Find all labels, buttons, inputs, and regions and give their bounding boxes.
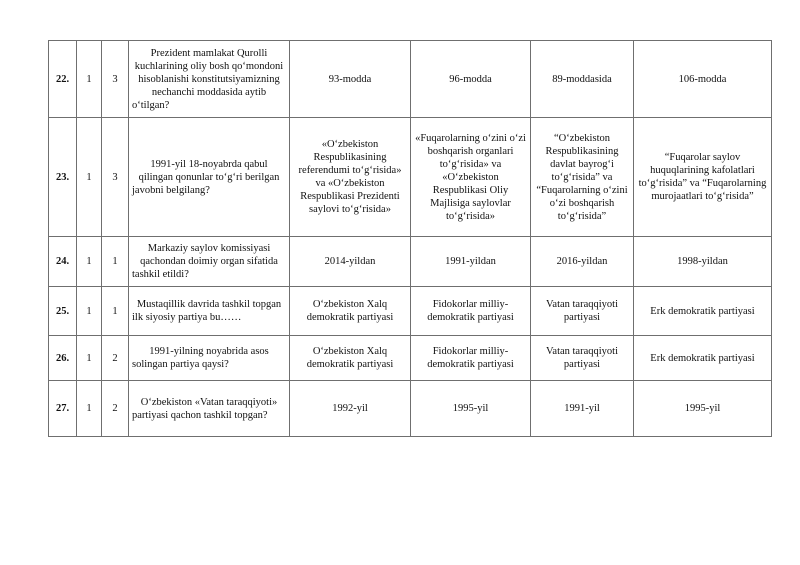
column-a-value: 1 — [77, 41, 102, 118]
table-row — [49, 336, 772, 381]
answer-option-1: 93-modda — [290, 41, 411, 118]
column-b-value: 2 — [102, 336, 129, 381]
answer-option-1: 2014-yildan — [290, 237, 411, 287]
column-b-value: 3 — [102, 41, 129, 118]
column-b-value: 1 — [102, 237, 129, 287]
column-a-value: 1 — [77, 118, 102, 237]
column-a-value: 1 — [77, 237, 102, 287]
answer-option-2: 96-modda — [411, 41, 531, 118]
column-a-value: 1 — [77, 381, 102, 437]
column-b-value: 2 — [102, 381, 129, 437]
question-text: 1991-yil 18-noyabrda qabul qilingan qonunlar to‘g‘ri berilgan javobni belgilang? — [129, 118, 290, 237]
answer-option-4: “Fuqarolar saylov huquqlarining kafolatlari to‘g‘risida” va “Fuqarolarning murojaatlari to‘g‘risida” — [634, 118, 772, 237]
answer-option-4: Erk demokratik partiyasi — [634, 287, 772, 336]
column-b-value: 1 — [102, 287, 129, 336]
answer-option-1: 1992-yil — [290, 381, 411, 437]
answer-option-4: 1995-yil — [634, 381, 772, 437]
answer-option-3: Vatan taraqqiyoti partiyasi — [531, 287, 634, 336]
answer-option-4: Erk demokratik partiyasi — [634, 336, 772, 381]
question-number: 22. — [49, 41, 77, 118]
answer-option-4: 1998-yildan — [634, 237, 772, 287]
question-number: 24. — [49, 237, 77, 287]
question-text: O‘zbekiston «Vatan taraqqiyoti» partiyasi qachon tashkil topgan? — [129, 381, 290, 437]
answer-option-3: 89-moddasida — [531, 41, 634, 118]
question-text: Prezident mamlakat Qurolli kuchlarining oliy bosh qo‘mondoni hisoblanishi konstitutsiyamizning nechanchi moddasida aytib o‘tilgan? — [129, 41, 290, 118]
answer-option-3: “O‘zbekiston Respublikasining davlat bayrog‘i to‘g‘risida” va “Fuqarolarning o‘zini o‘zi boshqarish to‘g‘risida” — [531, 118, 634, 237]
answer-option-3: 2016-yildan — [531, 237, 634, 287]
answer-option-1: «O‘zbekiston Respublikasining referendumi to‘g‘risida» va «O‘zbekiston Respublikasi Prezidenti saylovi to‘g‘risida» — [290, 118, 411, 237]
table-row — [49, 381, 772, 437]
answer-option-3: 1991-yil — [531, 381, 634, 437]
answer-option-2: Fidokorlar milliy-demokratik partiyasi — [411, 287, 531, 336]
answer-option-4: 106-modda — [634, 41, 772, 118]
table-row — [49, 118, 772, 237]
question-number: 25. — [49, 287, 77, 336]
answer-option-2: 1991-yildan — [411, 237, 531, 287]
question-text: Mustaqillik davrida tashkil topgan ilk siyosiy partiya bu…… — [129, 287, 290, 336]
question-text: 1991-yilning noyabrida asos solingan partiya qaysi? — [129, 336, 290, 381]
question-number: 23. — [49, 118, 77, 237]
table-row — [49, 287, 772, 336]
answer-option-1: O‘zbekiston Xalq demokratik partiyasi — [290, 336, 411, 381]
column-b-value: 3 — [102, 118, 129, 237]
answer-option-3: Vatan taraqqiyoti partiyasi — [531, 336, 634, 381]
question-number: 27. — [49, 381, 77, 437]
answer-option-2: 1995-yil — [411, 381, 531, 437]
answer-option-1: O‘zbekiston Xalq demokratik partiyasi — [290, 287, 411, 336]
column-a-value: 1 — [77, 336, 102, 381]
question-number: 26. — [49, 336, 77, 381]
question-text: Markaziy saylov komissiyasi qachondan doimiy organ sifatida tashkil etildi? — [129, 237, 290, 287]
answer-option-2: «Fuqarolarning o‘zini o‘zi boshqarish organlari to‘g‘risida» va «O‘zbekiston Respublikasi Oliy Majlisiga saylovlar to‘g‘risida» — [411, 118, 531, 237]
question-table — [48, 40, 772, 437]
table-row — [49, 41, 772, 118]
table-row — [49, 237, 772, 287]
answer-option-2: Fidokorlar milliy-demokratik partiyasi — [411, 336, 531, 381]
column-a-value: 1 — [77, 287, 102, 336]
